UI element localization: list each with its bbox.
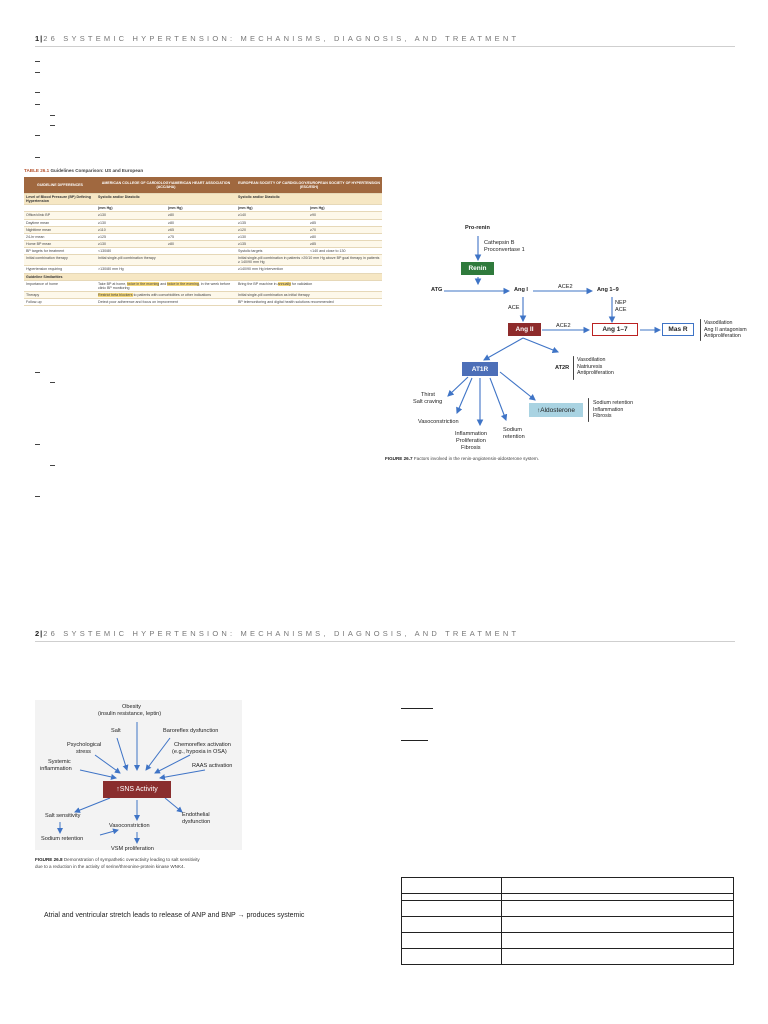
cathepsin-label: Cathepsin B (484, 240, 515, 246)
ace2-label: ACE2 (558, 284, 573, 290)
fibrosis-label: Fibrosis (461, 445, 481, 451)
psych-label-2: stress (76, 749, 91, 755)
obesity-sub-label: (insulin resistance, leptin) (98, 711, 162, 717)
systemic-label: Systemic (48, 759, 71, 765)
table-row: Initial combination therapy Initial single-pill combination therapy Initial single-pill combination in patients >20/10 mm Hg above BP goal therapy in patients ≥ 140/90 mm Hg (24, 255, 382, 266)
body-text: Atrial and ventricular stretch leads to release of ANP and BNP → produces systemic (44, 912, 305, 919)
table-row: Daytime mean ≥130 ≥80 ≥135 ≥85 (24, 219, 382, 226)
atg-label: ATG (431, 287, 443, 293)
nep-label: NEP (615, 300, 627, 306)
chemo-label-2: (e.g., hypoxia in OSA) (172, 749, 227, 755)
ang2-box: Ang II (508, 323, 541, 336)
ace-label: ACE (508, 305, 520, 311)
masr-effects: Vasodilation Ang II antagonism Antiproliferation (704, 320, 747, 340)
table-caption: TABLE 26.1 Guidelines Comparison: US and European (24, 168, 144, 173)
table-row: Hypertension requiring >130/80 mm Hg ≥140/90 mm Hg intervention (24, 266, 382, 273)
vasoconstriction-label: Vasoconstriction (418, 419, 459, 425)
col-header: AMERICAN COLLEGE OF CARDIOLOGY/AMERICAN HEART ASSOCIATION (ACC/AHA) (96, 177, 236, 194)
sodium-retention-label: Sodium retention (41, 836, 84, 842)
inflammation-label: Inflammation (455, 431, 488, 437)
salt-sensitivity-label: Salt sensitivity (45, 813, 81, 819)
page-1-header: 1|26 SYSTEMIC HYPERTENSION: MECHANISMS, DIAGNOSIS, AND TREATMENT (35, 34, 520, 43)
section-label: Level of Blood Pressure (BP) Defining Hypertension (24, 194, 96, 205)
table-row (402, 917, 734, 933)
endothelial-label: Endothelial (182, 812, 210, 818)
table-row (402, 878, 734, 894)
table-row: BP targets for treatment <130/80 Systolic targets <140 and close to 130 (24, 248, 382, 255)
table-row: 24-hr mean ≥125 ≥75 ≥130 ≥80 (24, 233, 382, 240)
col-header: EUROPEAN SOCIETY OF CARDIOLOGY/EUROPEAN SOCIETY OF HYPERTENSION (ESC/ESH) (236, 177, 382, 194)
table-row (402, 894, 734, 901)
table-row: Therapy Restrict beta blockers to patients with comorbidities or other indications Initial single-pill combination as initial therapy (24, 291, 382, 298)
salt-craving-label: Salt craving (413, 399, 443, 405)
proconvertase-label: Proconvertase 1 (484, 247, 525, 253)
at2r-label: AT2R (555, 365, 570, 371)
empty-table (401, 877, 734, 965)
guidelines-table: GUIDELINE DIFFERENCES AMERICAN COLLEGE OF CARDIOLOGY/AMERICAN HEART ASSOCIATION (ACC/AHA) EUROPEAN SOCIETY OF CARDIOLOGY/EUROPEAN SOCIETY OF HYPERTENSION (ESC/ESH) Level of Blood Pressure (BP) Defining Hypertension Systolic and/or Diastolic Systolic and/or Diastolic (mm Hg) (mm Hg) (mm Hg) (mm Hg) Office/clinic BP ≥130 ≥80 ≥140 ≥90 Daytime mean ≥130 ≥80 ≥135 ≥85 Nighttime mean ≥110 ≥65 ≥120 ≥70 24-hr mean ≥125 ≥75 ≥130 ≥80 Home BP mean ≥130 ≥80 ≥135 ≥85 BP targets for treatment <130/80 Systolic targets <140 and close to 130 Initial combination therapy Initial single-pill combination therapy Initial single-pill combination in patients >20/10 mm Hg above BP goal therapy in patients ≥ 140/90 mm Hg Hypertension requiring >130/80 mm Hg ≥140/90 mm Hg intervention Guideline Similarities Importance of home Take BP at home, twice in the morning and twice in the evening, in the week before clinic BP monitoring Bring the BP machine in annually for validation Therapy Restrict beta blockers to patients with comorbidities or other indications Initial single-pill combination as initial therapy Follow-up Detect poor adherence and focus on improvement BP telemonitoring and digital health solutions recommended (24, 177, 382, 306)
at2r-effects: Vasodilation Natriuresis Antiproliferation (577, 357, 614, 377)
table-row: Follow-up Detect poor adherence and focus on improvement BP telemonitoring and digital health solutions recommended (24, 299, 382, 306)
vasoconstriction-label: Vasoconstriction (109, 823, 150, 829)
page-number: 1 (35, 34, 41, 43)
baroreflex-label: Baroreflex dysfunction (163, 728, 219, 734)
aldosterone-effects: Sodium retention Inflammation Fibrosis (593, 400, 634, 420)
figure-26-8-caption-2: due to a reduction in the activity of serine/threonine-protein kinase WNK4. (35, 864, 185, 869)
running-header: 26 SYSTEMIC HYPERTENSION: MECHANISMS, DIAGNOSIS, AND TREATMENT (43, 629, 520, 638)
ang17-box: Ang 1–7 (592, 323, 638, 336)
figure-26-8-caption: FIGURE 26.8 Demonstration of sympathetic overactivity leading to salt sensitivity (35, 857, 200, 862)
ace2-label: ACE2 (556, 323, 571, 329)
blank-underline (401, 708, 433, 709)
table-row (402, 949, 734, 965)
section-label: Guideline Similarities (24, 273, 382, 280)
ang1-label: Ang I (514, 287, 528, 293)
table-row (402, 933, 734, 949)
aldosterone-box: ↑Aldosterone (529, 403, 583, 417)
endothelial-label-2: dysfunction (182, 819, 211, 825)
table-row: Home BP mean ≥130 ≥80 ≥135 ≥85 (24, 240, 382, 247)
systemic-label-2: inflammation (40, 766, 72, 772)
vsm-label: VSM proliferation (111, 846, 154, 852)
at1r-box: AT1R (462, 362, 498, 376)
retention-label: retention (503, 434, 525, 440)
psych-label: Psychological (67, 742, 102, 748)
sodium-label: Sodium (503, 427, 522, 433)
table-row: Office/clinic BP ≥130 ≥80 ≥140 ≥90 (24, 212, 382, 219)
col-header: GUIDELINE DIFFERENCES (24, 177, 96, 194)
salt-label: Salt (111, 728, 121, 734)
table-row (402, 901, 734, 917)
figure-26-7-caption: FIGURE 26.7 Factors involved in the renin-angiotensin-aldosterone system. (385, 456, 539, 461)
raas-label: RAAS activation (192, 763, 233, 769)
thirst-label: Thirst (421, 392, 435, 398)
ace-label: ACE (615, 307, 627, 313)
chemo-label: Chemoreflex activation (174, 742, 231, 748)
page-number: 2 (35, 629, 41, 638)
table-row: Nighttime mean ≥110 ≥65 ≥120 ≥70 (24, 226, 382, 233)
sns-activity-box: ↑SNS Activity (103, 781, 171, 798)
renin-box: Renin (461, 262, 494, 275)
blank-underline (401, 740, 428, 741)
prorenin-label: Pro-renin (465, 225, 490, 231)
obesity-label: Obesity (122, 704, 141, 710)
page-2-header: 2|26 SYSTEMIC HYPERTENSION: MECHANISMS, DIAGNOSIS, AND TREATMENT (35, 629, 520, 638)
ang19-label: Ang 1–9 (597, 287, 619, 293)
table-row: Importance of home Take BP at home, twice in the morning and twice in the evening, in the week before clinic BP monitoring Bring the BP machine in annually for validation (24, 280, 382, 291)
running-header: 26 SYSTEMIC HYPERTENSION: MECHANISMS, DIAGNOSIS, AND TREATMENT (43, 34, 520, 43)
proliferation-label: Proliferation (456, 438, 486, 444)
masr-box: Mas R (662, 323, 694, 336)
